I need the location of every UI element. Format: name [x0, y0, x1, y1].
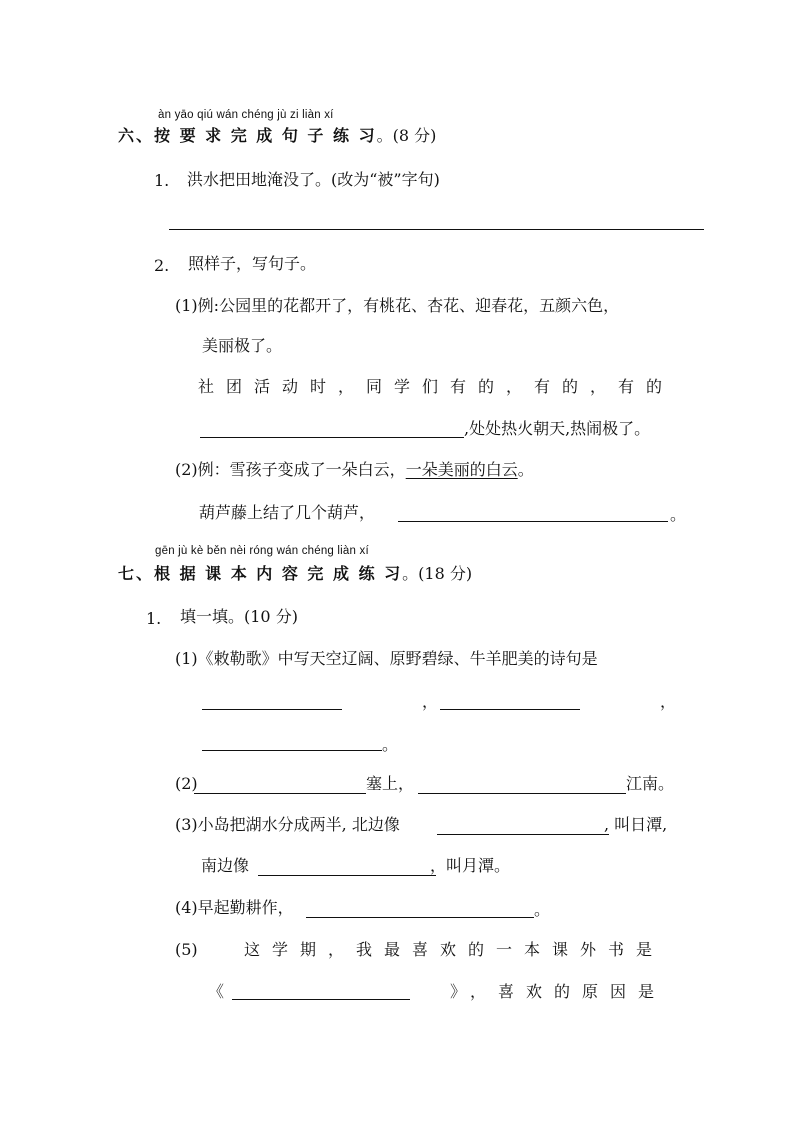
q7-1-item1-comma2: ，	[660, 692, 677, 711]
section6-pinyin: àn yāo qiú wán chéng jù zi liàn xí	[158, 109, 334, 121]
q6-2-ex2-end: 。	[517, 460, 534, 479]
q7-1-item5-close: 》，喜欢的原因是	[450, 982, 667, 1001]
q7-1-item1-blank3[interactable]	[202, 750, 382, 751]
section6-score: 。(8 分)	[376, 126, 437, 145]
q6-2-ex2-label: (2)例：	[175, 460, 230, 479]
q6-2-text: 照样子，写句子。	[188, 254, 317, 273]
q7-1-item3-blank2[interactable]	[258, 875, 436, 876]
q7-1-item2-mid: 塞上，	[366, 774, 415, 793]
q6-2-number: 2.	[154, 256, 170, 275]
section6-title	[118, 128, 436, 144]
q7-1-item3-line1: (3)小岛把湖水分成两半, 北边像	[175, 815, 400, 834]
q6-2-ex1-line1: 公园里的花都开了，有桃花、杏花、迎春花，五颜六色，	[219, 296, 620, 315]
q6-2-ex1-label: (1)例:	[175, 296, 220, 315]
q7-1-number: 1.	[146, 609, 162, 628]
q7-1-item2-label: (2)	[175, 774, 198, 793]
q6-2-ex2-text: 雪孩子变成了一朵白云，	[229, 460, 406, 479]
q6-2-ex2-prompt: 葫芦藤上结了几个葫芦，	[199, 503, 376, 522]
q7-1-item3-line2: 南边像	[201, 856, 250, 875]
q7-1-item3-blank1[interactable]	[437, 834, 609, 835]
q7-1-item5-blank[interactable]	[232, 999, 410, 1000]
q6-2-ex1-tail: ,处处热火朝天,热闹极了。	[464, 419, 651, 438]
q6-2-ex1-prompt: 社团活动时，同学们有的，有的，有的	[198, 377, 675, 396]
q7-1-item5-label: (5)	[175, 940, 198, 959]
q7-1-item1: (1)《敕勒歌》中写天空辽阔、原野碧绿、牛羊肥美的诗句是	[175, 649, 598, 668]
q6-2-ex2-answer-line[interactable]	[398, 521, 668, 522]
q6-2-ex1-line2: 美丽极了。	[202, 336, 283, 355]
q7-1-text: 填一填。(10 分)	[180, 607, 298, 626]
q6-2-ex1-answer-line[interactable]	[200, 437, 464, 438]
q7-1-item2-end: 江南。	[626, 774, 675, 793]
q6-2-ex2-underlined: 一朵美丽的白云	[405, 460, 518, 479]
q6-1-text: 洪水把田地淹没了。(改为“被”字句)	[187, 170, 440, 189]
q7-1-item5-open: 《	[208, 982, 225, 1001]
section7-title-text: 七、根 据 课 本 内 容 完 成 练 习	[118, 564, 403, 583]
q7-1-item1-end: 。	[382, 735, 399, 754]
q6-2-ex2-tail: 。	[670, 505, 687, 524]
q6-1-number: 1.	[154, 171, 170, 190]
section7-pinyin: gēn jù kè běn nèi róng wán chéng liàn xí	[155, 545, 369, 557]
q7-1-item3-line2-end: ，叫月潭。	[430, 856, 511, 875]
q7-1-item4-blank[interactable]	[306, 917, 534, 918]
section7-title	[118, 566, 472, 582]
section7-score: 。(18 分)	[402, 564, 473, 583]
q7-1-item2-blank1[interactable]	[194, 793, 366, 794]
q6-1-answer-line[interactable]	[169, 229, 704, 230]
q6-2-ex1	[175, 298, 619, 314]
q7-1-item5-text: 这学期，我最喜欢的一本课外书是	[244, 940, 665, 959]
q7-1-item1-blank2[interactable]	[440, 709, 580, 710]
q7-1-item4-end: 。	[534, 900, 551, 919]
q7-1-item4: (4)早起勤耕作，	[175, 898, 294, 917]
q7-1-item3-line1-end: , 叫日潭,	[604, 815, 668, 834]
q7-1-item1-comma1: ，	[422, 692, 439, 711]
section6-title-text: 六、按 要 求 完 成 句 子 练 习	[118, 126, 377, 145]
q7-1-item2-blank2[interactable]	[418, 793, 626, 794]
q6-2-ex2	[175, 462, 534, 478]
q7-1-item1-blank1[interactable]	[202, 709, 342, 710]
